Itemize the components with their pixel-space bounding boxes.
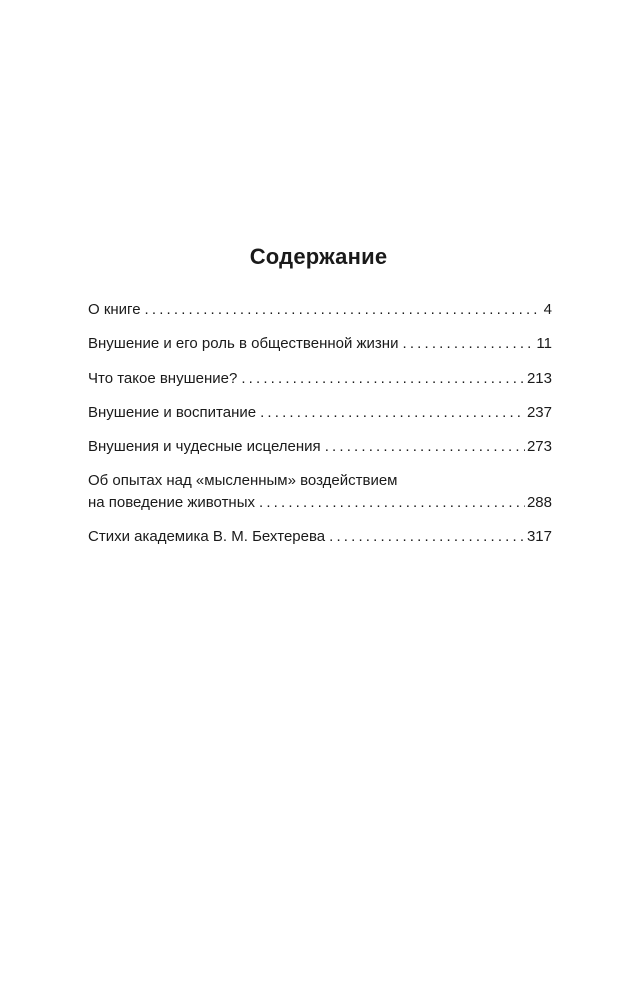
toc-entry-page: 317: [526, 528, 552, 545]
toc-dot-leader: [241, 368, 525, 390]
toc-entry-page: 237: [526, 404, 552, 421]
toc-entry-title: на поведение животных: [88, 494, 255, 511]
toc-dot-leader: [259, 492, 525, 514]
toc-entry: [88, 470, 552, 514]
toc-entry: [88, 402, 552, 424]
toc-entry-title-line1: Об опытах над «мысленным» воздействием: [88, 472, 398, 489]
toc-entry: [88, 436, 552, 458]
toc-entry-page: 11: [536, 335, 552, 352]
toc-entry-title: Внушения и чудесные исцеления: [88, 438, 321, 455]
toc-entry: [88, 333, 552, 355]
toc-entry-page: 273: [526, 438, 552, 455]
toc-entry-title: О книге: [88, 301, 141, 318]
toc-entry: [88, 526, 552, 548]
toc-entry-page: 213: [526, 370, 552, 387]
toc-entry: [88, 368, 552, 390]
toc-dot-leader: [329, 526, 525, 548]
toc-dot-leader: [260, 402, 525, 424]
toc-dot-leader: [402, 333, 534, 355]
toc-dot-leader: [325, 436, 525, 458]
toc-entry-title: Внушение и воспитание: [88, 404, 257, 421]
toc-entry-page: 4: [543, 301, 552, 318]
toc-entry-page: 288: [526, 494, 552, 511]
toc-entry-title: Внушение и его роль в общественной жизни: [88, 335, 399, 352]
toc-dot-leader: [145, 299, 542, 321]
toc-entry: [88, 299, 552, 321]
toc-title: Содержание: [249, 244, 388, 269]
toc-entry-title: Что такое внушение?: [88, 370, 238, 387]
toc-entry-title: Стихи академика В. М. Бехтерева: [88, 528, 326, 545]
